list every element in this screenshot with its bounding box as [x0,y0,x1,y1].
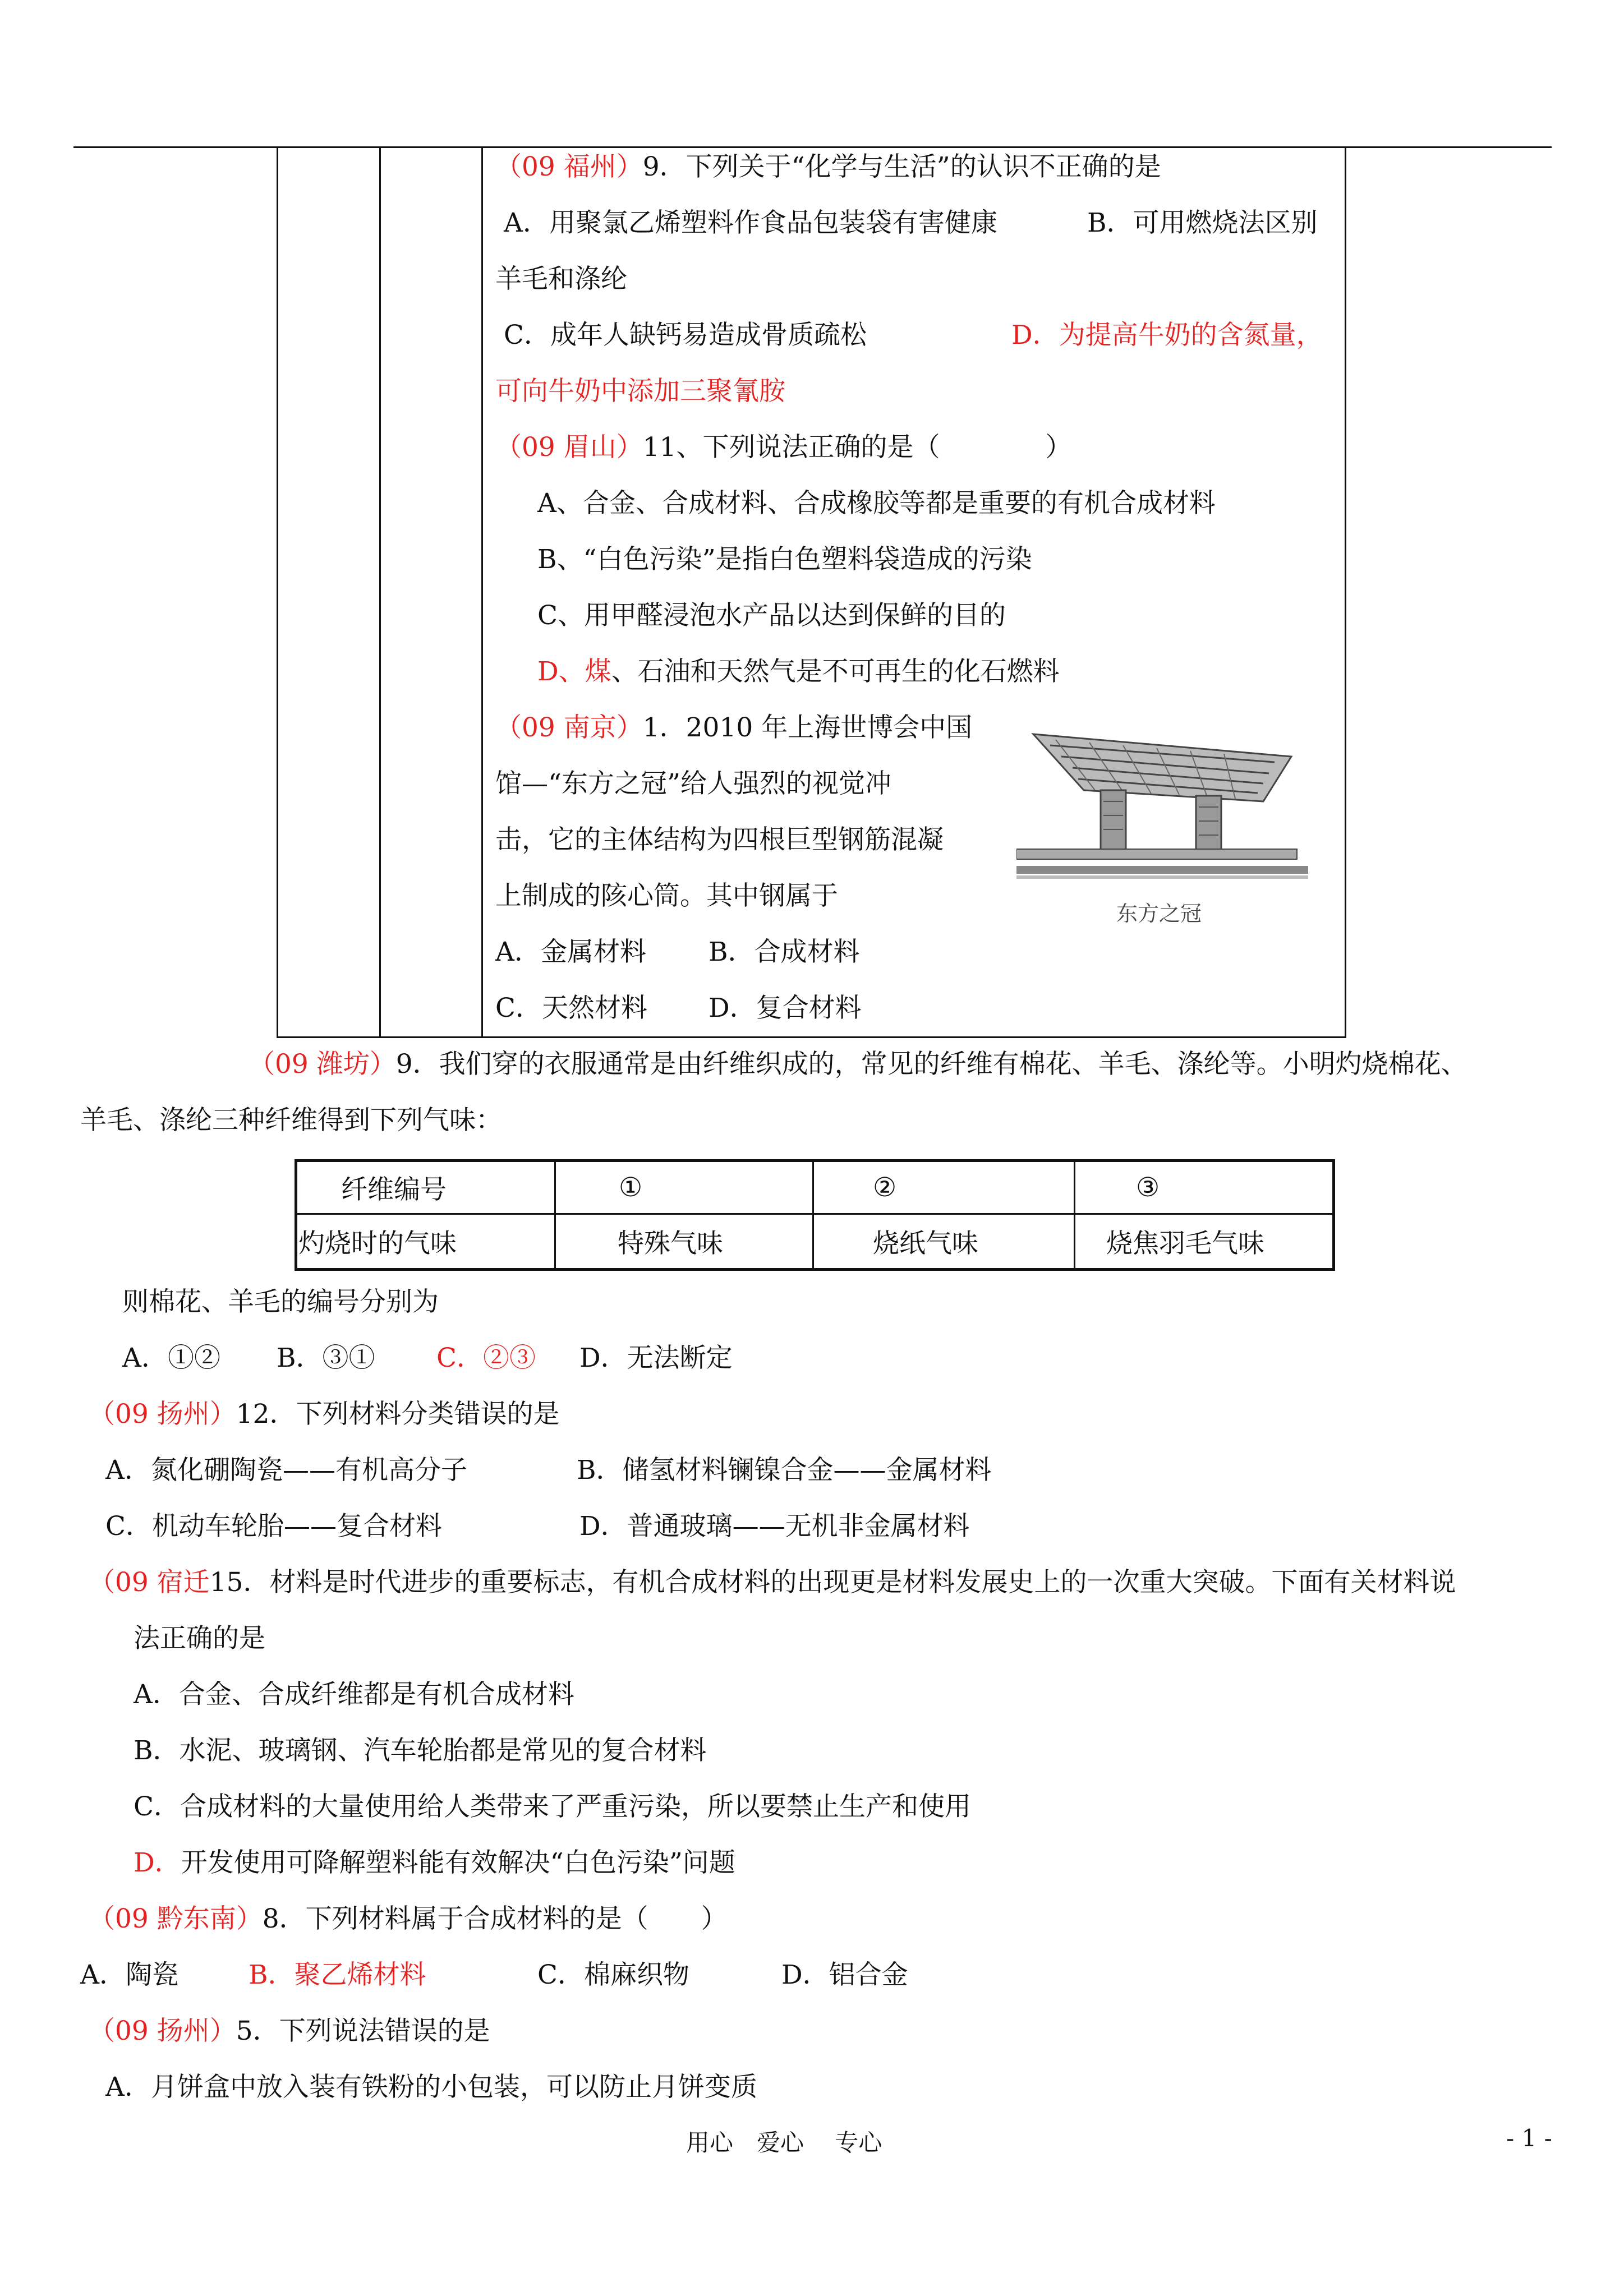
q7-option-a: A．陶瓷 [80,1960,178,1990]
image-caption: 东方之冠 [1116,901,1202,926]
footer-motto: 用心 爱心 专心 [686,2129,882,2156]
q3-option-d: D．复合材料 [709,993,862,1023]
q7-stem: （09 黔东南）8．下列材料属于合成材料的是（ ） [89,1903,728,1934]
q1-option-c: C．成年人缺钙易造成骨质疏松 [504,320,867,351]
q6-stem: （09 宿迁15．材料是时代进步的重要标志，有机合成材料的出现更是材料发展史上的一次重大突破。下面有关材料说 [89,1567,1456,1598]
q2-option-c: C、用甲醛浸泡水产品以达到保鲜的目的 [537,600,1006,631]
table-cell: ② [813,1161,1075,1214]
q8-source: （09 扬州） [89,2016,236,2046]
q3-stem-line4: 上制成的陔心筒。其中钢属于 [495,880,838,911]
q1-option-d: D．为提高牛奶的含氮量， [1011,320,1323,351]
q7-option-c: C．棉麻织物 [537,1960,689,1990]
q1-option-a: A．用聚氯乙烯塑料作食品包装袋有害健康 [504,208,997,238]
table-cell: 纤维编号 [296,1161,555,1214]
q3-source: （09 南京） [495,712,643,743]
q1-option-b-cont: 羊毛和涤纶 [495,264,627,294]
q3-stem-line2: 馆—“东方之冠”给人强烈的视觉冲 [495,768,892,799]
q6-option-b: B．水泥、玻璃钢、汽车轮胎都是常见的复合材料 [134,1735,707,1766]
q3-option-c: C．天然材料 [495,993,647,1023]
q3-option-a: A．金属材料 [495,937,646,967]
q3-stem: （09 南京）1．2010 年上海世博会中国 [495,712,973,743]
q5-stem: （09 扬州）12．下列材料分类错误的是 [89,1399,560,1430]
q1-source: （09 福州） [495,151,643,182]
china-pavilion-image [1016,723,1308,886]
q8-option-a: A．月饼盒中放入装有铁粉的小包装，可以防止月饼变质 [105,2072,757,2103]
q3-option-b: B．合成材料 [709,937,860,967]
q3-stem-line3: 击，它的主体结构为四根巨型钢筋混凝 [495,824,944,855]
q2-stem: （09 眉山）11、下列说法正确的是（ ） [495,432,1072,463]
q2-option-b: B、“白色污染”是指白色塑料袋造成的污染 [537,544,1032,575]
q5-option-d: D．普通玻璃——无机非金属材料 [579,1511,970,1542]
q2-option-d: D、煤、石油和天然气是不可再生的化石燃料 [537,656,1060,687]
table-cell: 灼烧时的气味 [296,1214,555,1270]
q6-stem-line2: 法正确的是 [134,1623,265,1654]
q2-option-a: A、合金、合成材料、合成橡胶等都是重要的有机合成材料 [537,488,1216,519]
table-cell: ① [555,1161,813,1214]
table-cell: ③ [1075,1161,1334,1214]
box-divider-1 [379,147,381,1036]
q5-option-a: A．氮化硼陶瓷——有机高分子 [105,1455,467,1486]
table-cell: 特殊气味 [555,1214,813,1270]
table-cell: 烧焦羽毛气味 [1075,1214,1334,1270]
q6-source: （09 宿迁 [89,1567,210,1598]
q5-option-b: B．储氢材料镧镍合金——金属材料 [577,1455,992,1486]
q6-option-c: C．合成材料的大量使用给人类带来了严重污染，所以要禁止生产和使用 [134,1791,971,1822]
q4-option-d: D．无法断定 [579,1343,733,1373]
q4-option-a: A．①② [122,1343,220,1373]
q6-option-a: A．合金、合成纤维都是有机合成材料 [134,1679,574,1710]
table-row [296,1214,1334,1270]
page-number: - 1 - [1506,2124,1552,2152]
table-cell: 烧纸气味 [813,1214,1075,1270]
q5-option-c: C．机动车轮胎——复合材料 [105,1511,442,1542]
q8-stem: （09 扬州）5．下列说法错误的是 [89,2016,490,2046]
q7-source: （09 黔东南） [89,1903,263,1934]
q5-source: （09 扬州） [89,1399,236,1430]
q2-source: （09 眉山） [495,432,643,463]
q1-option-b: B．可用燃烧法区别 [1087,208,1318,238]
q4-option-c: C．②③ [436,1343,536,1373]
q7-option-d: D．铝合金 [781,1960,908,1990]
q1-option-d-cont: 可向牛奶中添加三聚氰胺 [495,376,785,407]
table-row [296,1161,1334,1214]
q4-stem: （09 潍坊）9．我们穿的衣服通常是由纤维织成的，常见的纤维有棉花、羊毛、涤纶等。小明灼烧棉花、 [249,1049,1467,1080]
q6-option-d: D．开发使用可降解塑料能有效解决“白色污染”问题 [134,1847,735,1878]
q4-question: 则棉花、羊毛的编号分别为 [122,1287,439,1317]
fiber-table [295,1159,1335,1271]
q4-option-b: B．③① [277,1343,375,1373]
q1-stem: （09 福州）9．下列关于“化学与生活”的认识不正确的是 [495,151,1161,182]
q7-option-b: B．聚乙烯材料 [249,1960,426,1990]
box-divider-2 [481,147,483,1036]
q4-stem-line2: 羊毛、涤纶三种纤维得到下列气味： [80,1105,502,1136]
q4-source: （09 潍坊） [249,1049,396,1080]
